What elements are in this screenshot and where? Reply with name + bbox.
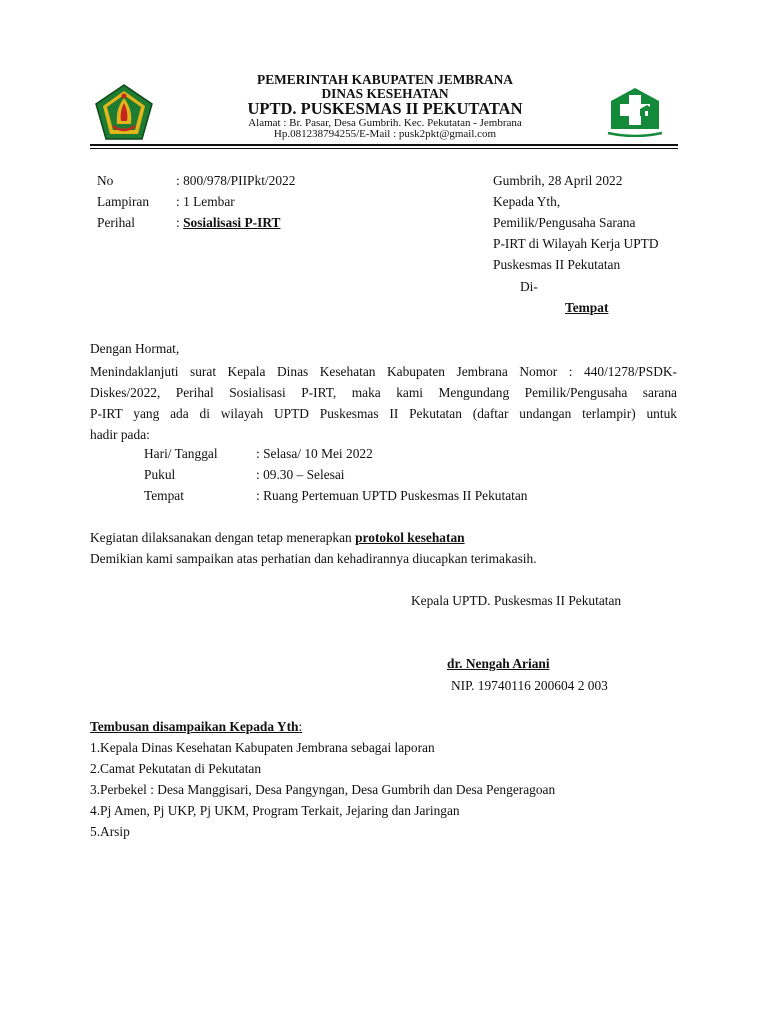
cc-item-2: 2.Camat Pekutatan di Pekutatan: [90, 761, 262, 776]
recipient-tempat: Tempat: [565, 300, 609, 315]
greeting: Dengan Hormat,: [90, 341, 180, 356]
paragraph-line-2: Diskes/2022, Perihal Sosialisasi P-IRT, maka kami Mengundang Pemilik/Pengusaha sarana: [90, 385, 677, 400]
cc-item-5: 5.Arsip: [90, 824, 130, 839]
perihal-value: Sosialisasi P-IRT: [183, 215, 281, 230]
cc-heading-text: Tembusan disampaikan Kepada Yth: [90, 719, 299, 734]
recipient-line-4: Puskesmas II Pekutatan: [493, 257, 621, 272]
cc-item-1: 1.Kepala Dinas Kesehatan Kabupaten Jembrana sebagai laporan: [90, 740, 435, 755]
protocol-text: Kegiatan dilaksanakan dengan tetap menerapkan: [90, 530, 356, 545]
letterhead-address: Alamat : Br. Pasar, Desa Gumbrih. Kec. Pekutatan - Jembrana: [248, 117, 522, 129]
cc-heading-colon: :: [298, 719, 303, 734]
lampiran-value: : 1 Lembar: [176, 194, 235, 209]
paragraph-line-4: hadir pada:: [90, 427, 150, 442]
event-time-value: : 09.30 – Selesai: [256, 467, 345, 482]
jembrana-emblem-icon: [95, 84, 153, 142]
letterhead-government: PEMERINTAH KABUPATEN JEMBRANA: [257, 72, 513, 87]
recipient-line-1: Kepada Yth,: [493, 194, 561, 209]
cc-item-4: 4.Pj Amen, Pj UKP, Pj UKM, Program Terkait, Jejaring dan Jaringan: [90, 803, 460, 818]
event-day-label: Hari/ Tanggal: [144, 446, 218, 461]
paragraph-line-3: P-IRT yang ada di wilayah UPTD Puskesmas II Pekutatan (daftar undangan terlampir) untuk: [90, 406, 677, 421]
cc-item-3: 3.Perbekel : Desa Manggisari, Desa Pangyngan, Desa Gumbrih dan Desa Pengeragoan: [90, 782, 556, 797]
closing-line: Demikian kami sampaikan atas perhatian dan kehadirannya diucapkan terimakasih.: [90, 551, 537, 566]
letterhead-unit: UPTD. PUSKESMAS II PEKUTATAN: [247, 99, 523, 118]
signatory-name: dr. Nengah Ariani: [447, 656, 550, 671]
recipient-line-3: P-IRT di Wilayah Kerja UPTD: [493, 236, 659, 251]
protocol-emphasis: protokol kesehatan: [355, 530, 465, 545]
event-time-label: Pukul: [144, 467, 176, 482]
cc-heading: [90, 719, 302, 735]
event-place-label: Tempat: [144, 488, 184, 503]
letter-date: Gumbrih, 28 April 2022: [493, 173, 623, 188]
letterhead-rule-thin: [90, 148, 678, 149]
letterhead-rule-thick: [90, 144, 678, 146]
event-place-value: : Ruang Pertemuan UPTD Puskesmas II Pekutatan: [256, 488, 528, 503]
body-paragraph: [90, 361, 677, 445]
perihal-colon: :: [176, 215, 184, 230]
letterhead-agency: DINAS KESEHATAN: [321, 86, 449, 101]
signatory-nip: NIP. 19740116 200604 2 003: [451, 678, 608, 693]
no-value: : 800/978/PIIPkt/2022: [176, 173, 296, 188]
protocol-line: [90, 530, 465, 546]
perihal-row: [176, 215, 280, 231]
perihal-label: Perihal: [97, 215, 135, 230]
letterhead-contact: Hp.081238794255/E-Mail : pusk2pkt@gmail.com: [273, 128, 497, 140]
lampiran-label: Lampiran: [97, 194, 150, 209]
signatory-title: Kepala UPTD. Puskesmas II Pekutatan: [411, 593, 622, 608]
recipient-di: Di-: [520, 279, 538, 294]
event-day-value: : Selasa/ 10 Mei 2022: [256, 446, 373, 461]
recipient-line-2: Pemilik/Pengusaha Sarana: [493, 215, 636, 230]
paragraph-line-1: Menindaklanjuti surat Kepala Dinas Kesehatan Kabupaten Jembrana Nomor : 440/1278/PSDK-: [90, 364, 677, 379]
no-label: No: [97, 173, 114, 188]
